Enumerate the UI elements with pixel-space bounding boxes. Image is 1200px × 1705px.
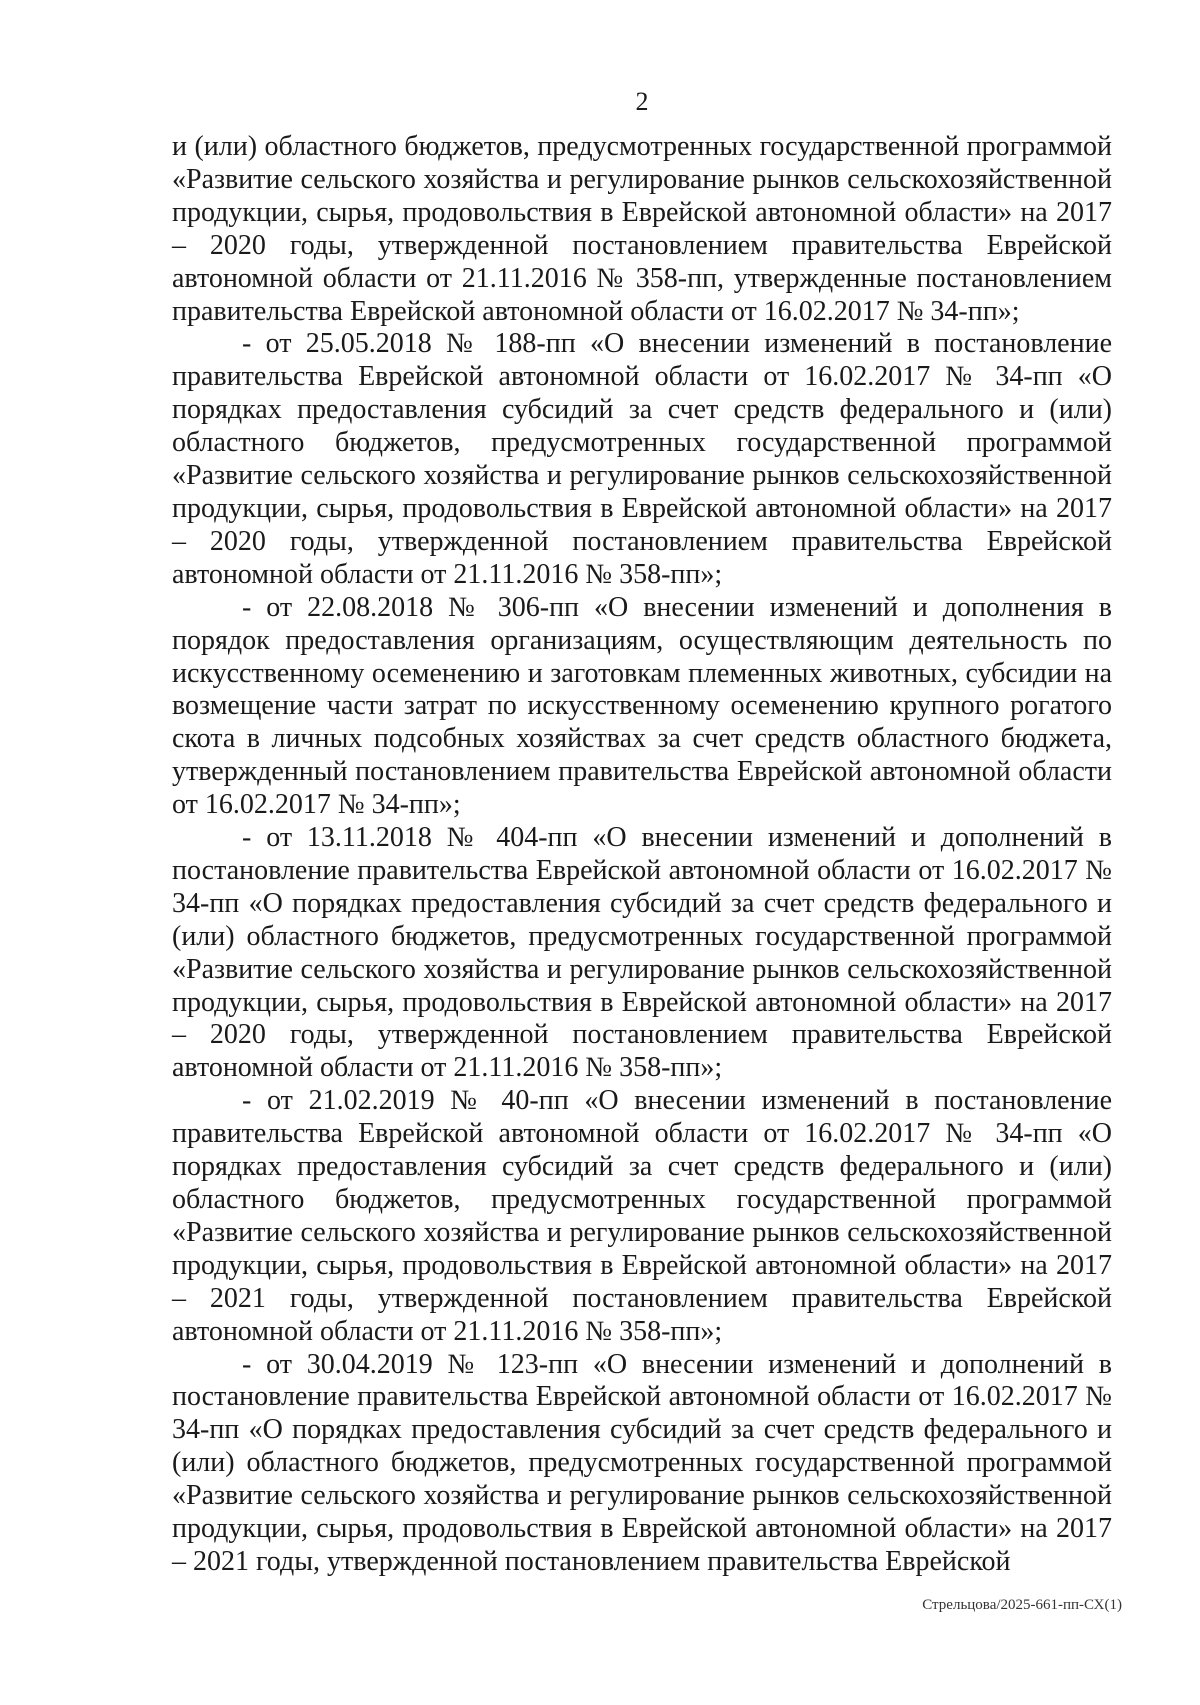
page-number: 2 xyxy=(635,87,649,116)
document-footer-code: Стрельцова/2025-661-пп-СХ(1) xyxy=(922,1597,1122,1613)
document-body xyxy=(172,131,1112,1579)
list-item-decree-404: - от 13.11.2018 № 404-пп «О внесении изменений и дополнений в постановление правительства Еврейской автономной области от 16.02.2017 № 34-пп «О порядках предоставления субсидий за счет средств федерального и (или) областного бюджетов, предусмотренных государственной программой «Развитие сельского хозяйства и регулирование рынков сельскохозяйственной продукции, сырья, продовольствия в Еврейской автономной области» на 2017 – 2020 годы, утвержденной постановлением правительства Еврейской автономной области от 21.11.2016 № 358-пп»; xyxy=(172,822,1112,1084)
list-item-decree-188: - от 25.05.2018 № 188-пп «О внесении изменений в постановление правительства Еврейской автономной области от 16.02.2017 № 34-пп «О порядках предоставления субсидий за счет средств федерального и (или) областного бюджетов, предусмотренных государственной программой «Развитие сельского хозяйства и регулирование рынков сельскохозяйственной продукции, сырья, продовольствия в Еврейской автономной области» на 2017 – 2020 годы, утвержденной постановлением правительства Еврейской автономной области от 21.11.2016 № 358-пп»; xyxy=(172,328,1112,590)
list-item-decree-40: - от 21.02.2019 № 40-пп «О внесении изменений в постановление правительства Еврейской автономной области от 16.02.2017 № 34-пп «О порядках предоставления субсидий за счет средств федерального и (или) областного бюджетов, предусмотренных государственной программой «Развитие сельского хозяйства и регулирование рынков сельскохозяйственной продукции, сырья, продовольствия в Еврейской автономной области» на 2017 – 2021 годы, утвержденной постановлением правительства Еврейской автономной области от 21.11.2016 № 358-пп»; xyxy=(172,1085,1112,1347)
list-item-decree-123: - от 30.04.2019 № 123-пп «О внесении изменений и дополнений в постановление правительства Еврейской автономной области от 16.02.2017 № 34-пп «О порядках предоставления субсидий за счет средств федерального и (или) областного бюджетов, предусмотренных государственной программой «Развитие сельского хозяйства и регулирование рынков сельскохозяйственной продукции, сырья, продовольствия в Еврейской автономной области» на 2017 – 2021 годы, утвержденной постановлением правительства Еврейской xyxy=(172,1348,1112,1577)
paragraph-continuation: и (или) областного бюджетов, предусмотренных государственной программой «Развитие сельского хозяйства и регулирование рынков сельскохозяйственной продукции, сырья, продовольствия в Еврейской автономной области» на 2017 – 2020 годы, утвержденной постановлением правительства Еврейской автономной области от 21.11.2016 № 358-пп, утвержденные постановлением правительства Еврейской автономной области от 16.02.2017 № 34-пп»; xyxy=(172,131,1112,327)
list-item-decree-306: - от 22.08.2018 № 306-пп «О внесении изменений и дополнения в порядок предоставления организациям, осуществляющим деятельность по искусственному осеменению и заготовкам племенных животных, субсидии на возмещение части затрат по искусственному осеменению крупного рогатого скота в личных подсобных хозяйствах за счет средств областного бюджета, утвержденный постановлением правительства Еврейской автономной области от 16.02.2017 № 34-пп»; xyxy=(172,591,1112,821)
